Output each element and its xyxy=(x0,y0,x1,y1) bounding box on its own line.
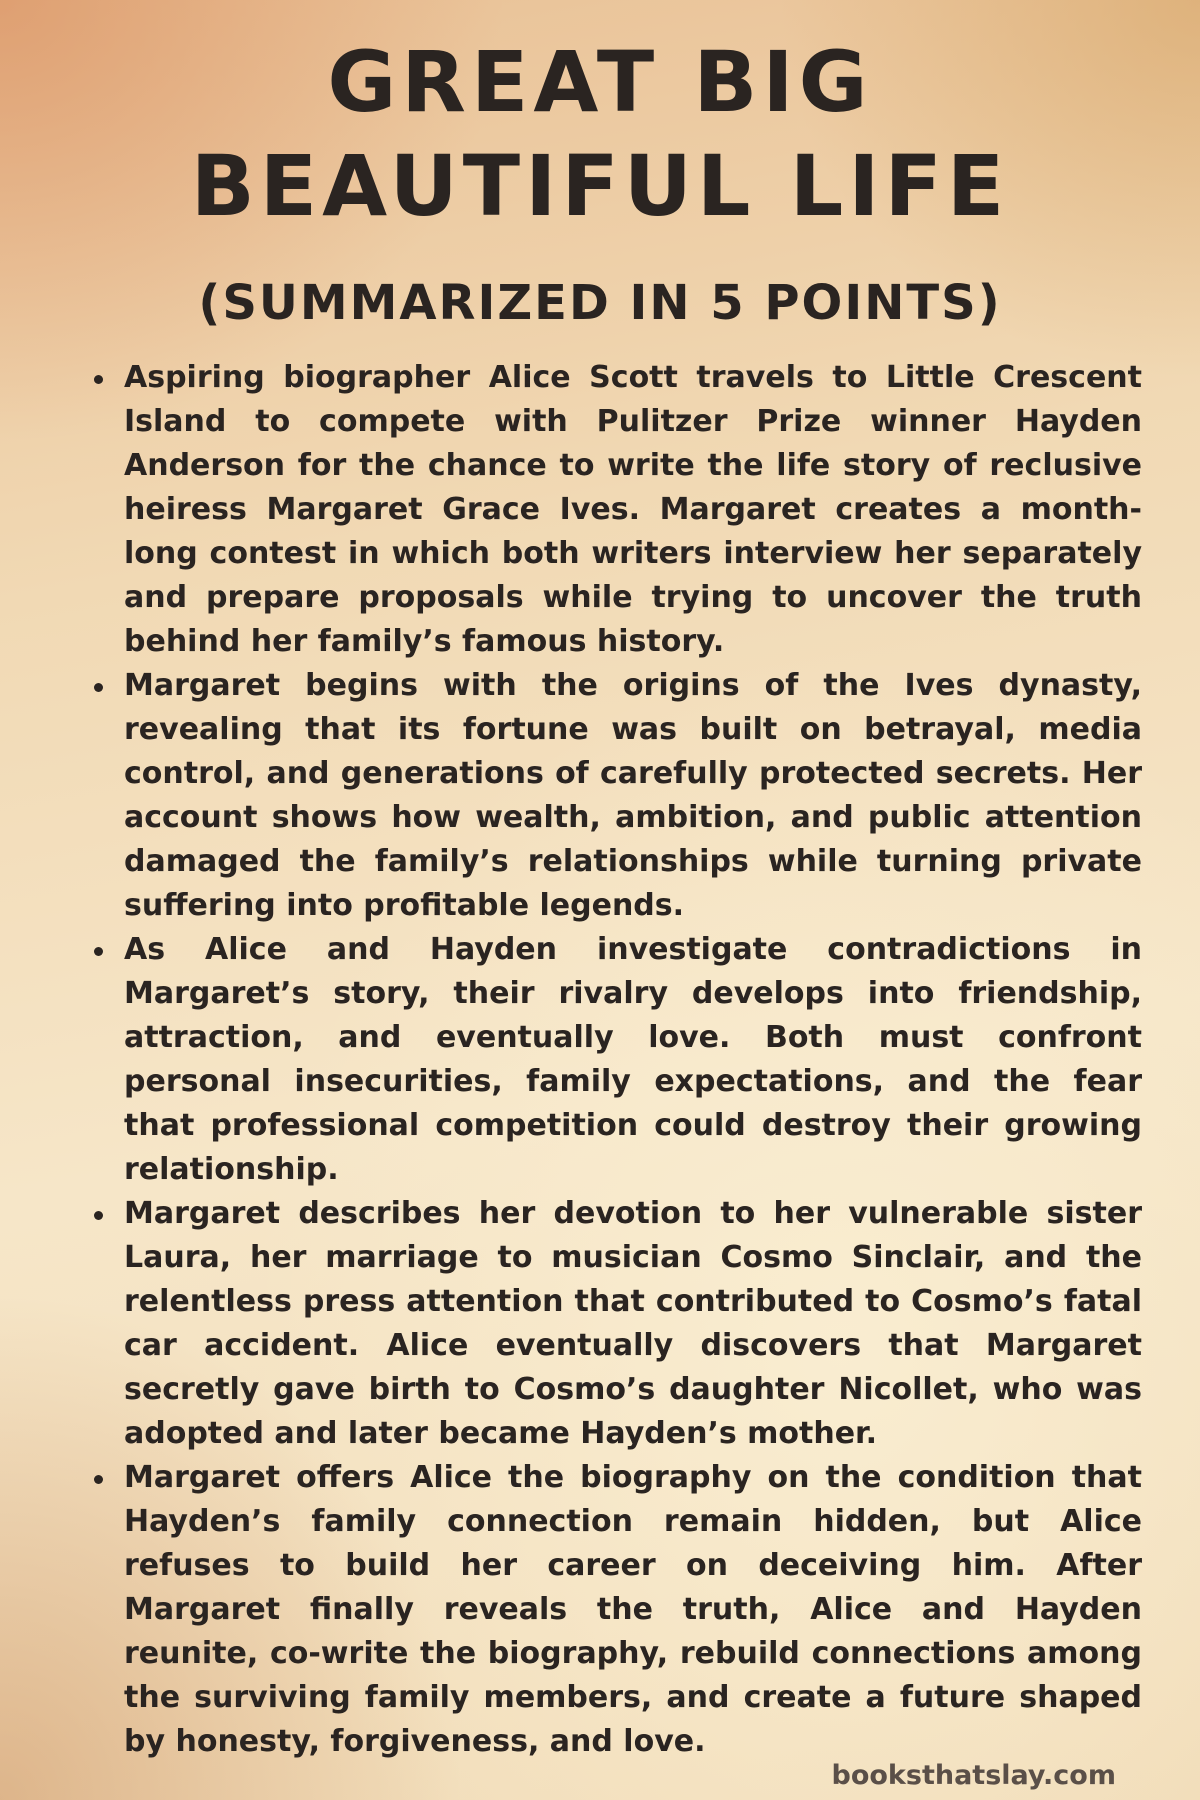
page-title: GREAT BIG BEAUTIFUL LIFE xyxy=(190,33,1010,235)
bullet-icon xyxy=(94,683,103,692)
summary-points-list xyxy=(88,356,1142,1764)
summary-point-5 xyxy=(88,1456,1142,1764)
bullet-icon xyxy=(94,1475,103,1484)
bullet-icon xyxy=(94,375,103,384)
website-credit: booksthatslay.com xyxy=(831,1760,1116,1791)
page-subtitle: (SUMMARIZED IN 5 POINTS) xyxy=(198,275,1002,331)
summary-point-text: Margaret begins with the origins of the Ives dynasty, revealing that its fortune was built on betrayal, media control, and generations of carefully protected secrets. Her account shows how wealth, ambition, and public attention damaged the family’s relationships while turning private suffering into profitable legends. xyxy=(124,668,1142,923)
summary-point-text: Margaret offers Alice the biography on the condition that Hayden’s family connection remain hidden, but Alice refuses to build her career on deceiving him. After Margaret finally reveals the truth, Alice and Hayden reunite, co-write the biography, rebuild connections among the surviving family members, and create a future shaped by honesty, forgiveness, and love. xyxy=(124,1460,1142,1759)
summary-point-text: Aspiring biographer Alice Scott travels to Little Crescent Island to compete with Pulitzer Prize winner Hayden Anderson for the chance to write the life story of reclusive heiress Margaret Grace Ives. Margaret creates a month-long contest in which both writers interview her separately and prepare proposals while trying to uncover the truth behind her family’s famous history. xyxy=(124,360,1142,659)
summary-point-text: As Alice and Hayden investigate contradictions in Margaret’s story, their rivalry develops into friendship, attraction, and eventually love. Both must confront personal insecurities, family expectations, and the fear that professional competition could destroy their growing relationship. xyxy=(124,932,1142,1187)
bullet-icon xyxy=(94,1211,103,1220)
summary-point-2 xyxy=(88,664,1142,928)
bullet-icon xyxy=(94,947,103,956)
summary-point-4 xyxy=(88,1192,1142,1456)
summary-point-3 xyxy=(88,928,1142,1192)
summary-point-text: Margaret describes her devotion to her vulnerable sister Laura, her marriage to musician Cosmo Sinclair, and the relentless press attention that contributed to Cosmo’s fatal car accident. Alice eventually discovers that Margaret secretly gave birth to Cosmo’s daughter Nicollet, who was adopted and later became Hayden’s mother. xyxy=(124,1196,1142,1451)
summary-point-1 xyxy=(88,356,1142,664)
